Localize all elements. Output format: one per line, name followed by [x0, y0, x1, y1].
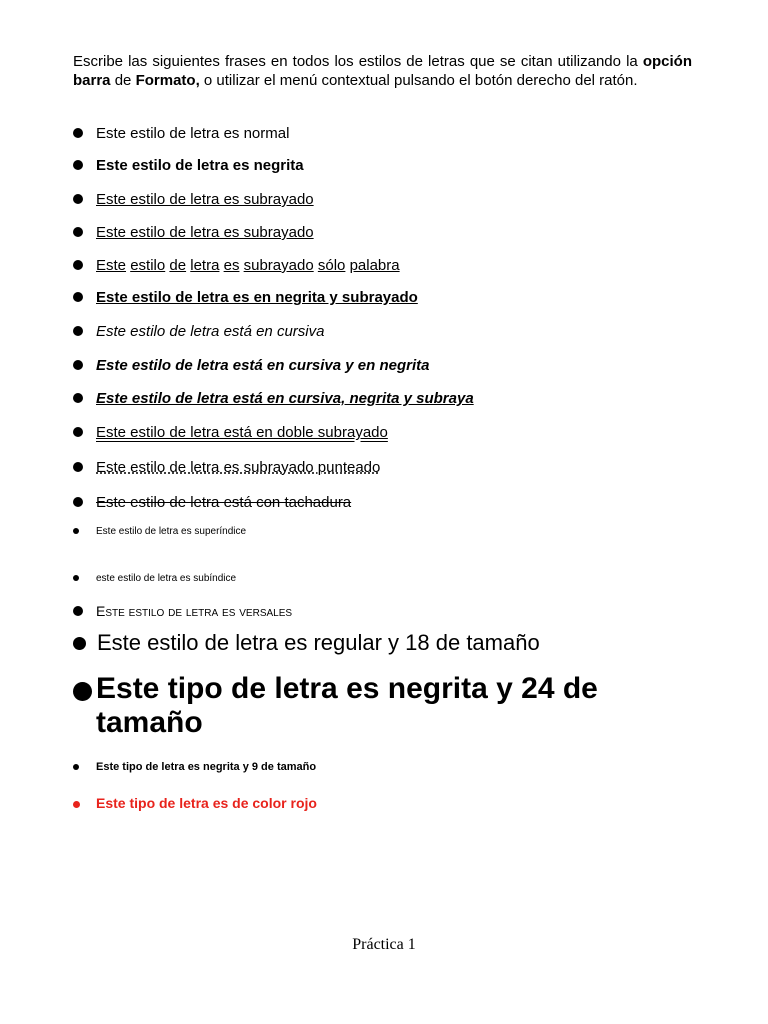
- item-text-negrita: Este estilo de letra es negrita: [96, 157, 304, 174]
- list-item-cursiva: [73, 323, 324, 340]
- list-item-regular-18: [73, 630, 540, 656]
- word: sólo: [317, 257, 346, 274]
- bullet-icon: [73, 260, 83, 270]
- item-text-subrayado-punteado: Este estilo de letra es subrayado punteado: [96, 459, 381, 476]
- word: estilo: [130, 257, 166, 274]
- item-text-doble-subrayado: Este estilo de letra está en doble subrayado: [96, 424, 388, 441]
- list-item-superindice: [73, 528, 246, 539]
- bullet-icon: [73, 160, 83, 170]
- word: letra: [190, 257, 220, 274]
- word: es: [223, 257, 240, 274]
- word: de: [169, 257, 187, 274]
- bullet-icon: [73, 128, 83, 138]
- page-footer: [0, 936, 768, 954]
- item-text-negrita-9: Este tipo de letra es negrita y 9 de tamaño: [96, 761, 317, 773]
- intro-text-3: o utilizar el menú contextual pulsando el botón derecho del ratón.: [199, 72, 638, 89]
- bullet-icon: [73, 606, 83, 616]
- bullet-icon: [73, 462, 83, 472]
- item-text-negrita-subrayado: Este estilo de letra es en negrita y subrayado: [96, 289, 418, 306]
- bullet-icon: [73, 360, 83, 370]
- intro-paragraph: [73, 52, 692, 90]
- item-text-subrayado: Este estilo de letra es subrayado: [96, 191, 314, 208]
- list-item-subrayado-palabra: [73, 257, 400, 274]
- item-text-negrita-24-line-2: tamaño: [96, 706, 203, 739]
- item-text-superindice: Este estilo de letra es superíndice: [96, 526, 247, 537]
- list-item-normal: [73, 125, 289, 142]
- item-text-regular-18: Este estilo de letra es regular y 18 de tamaño: [97, 630, 540, 655]
- item-text-subrayado-2: Este estilo de letra es subrayado: [96, 224, 314, 241]
- list-item-versales: [73, 603, 292, 619]
- item-text-subindice: este estilo de letra es subíndice: [96, 573, 237, 584]
- item-text-color-rojo: Este tipo de letra es de color rojo: [96, 795, 317, 811]
- bullet-icon: [73, 194, 83, 204]
- intro-text-1: Escribe las siguientes frases en todos los estilos de letras que se citan utilizando la: [73, 53, 643, 70]
- bullet-icon: [73, 764, 79, 770]
- bullet-icon: [73, 637, 86, 650]
- list-item-subindice: [73, 573, 236, 584]
- word: subrayado: [243, 257, 314, 274]
- bullet-icon: [73, 427, 83, 437]
- bullet-icon: [73, 227, 83, 237]
- list-item-cursiva-negrita: [73, 357, 429, 374]
- footer-text: Práctica 1: [352, 936, 416, 953]
- bullet-icon: [73, 528, 79, 534]
- item-text-subrayado-palabra: [96, 257, 400, 274]
- item-text-negrita-24-line-1: Este tipo de letra es negrita y 24 de: [96, 672, 598, 705]
- intro-bold-formato: Formato,: [135, 72, 200, 89]
- bullet-icon: [73, 497, 83, 507]
- list-item-subrayado-punteado: [73, 459, 380, 476]
- item-text-cursiva: Este estilo de letra está en cursiva: [96, 323, 325, 340]
- list-item-color-rojo: [73, 795, 317, 811]
- word: Este: [96, 257, 127, 274]
- item-text-versales: Este estilo de letra es versales: [96, 603, 293, 619]
- list-item-cursiva-negrita-subraya: [73, 390, 474, 407]
- bullet-icon: [73, 393, 83, 403]
- item-text-cursiva-negrita-subraya: Este estilo de letra está en cursiva, negrita y subraya: [96, 390, 474, 407]
- list-item-doble-subrayado: [73, 424, 388, 441]
- word: palabra: [349, 257, 400, 274]
- list-item-tachadura: [73, 494, 351, 511]
- list-item-negrita: [73, 157, 304, 174]
- list-item-negrita-9: [73, 761, 316, 773]
- intro-text-2: de: [110, 72, 136, 89]
- bullet-icon: [73, 326, 83, 336]
- list-item-subrayado-2: [73, 224, 314, 241]
- bullet-icon: [73, 801, 80, 808]
- bullet-icon: [73, 292, 83, 302]
- item-text-cursiva-negrita: Este estilo de letra está en cursiva y en negrita: [96, 357, 430, 374]
- list-item-negrita-subrayado: [73, 289, 418, 306]
- item-text-tachadura: Este estilo de letra está con tachadura: [96, 494, 352, 511]
- bullet-icon: [73, 575, 79, 581]
- list-item-negrita-24: [73, 672, 598, 740]
- item-text-negrita-24: [96, 672, 598, 740]
- item-text-normal: Este estilo de letra es normal: [96, 125, 290, 142]
- intro-bold-opcion-barra: opción barra: [73, 53, 692, 89]
- list-item-subrayado: [73, 191, 314, 208]
- bullet-icon: [73, 682, 92, 701]
